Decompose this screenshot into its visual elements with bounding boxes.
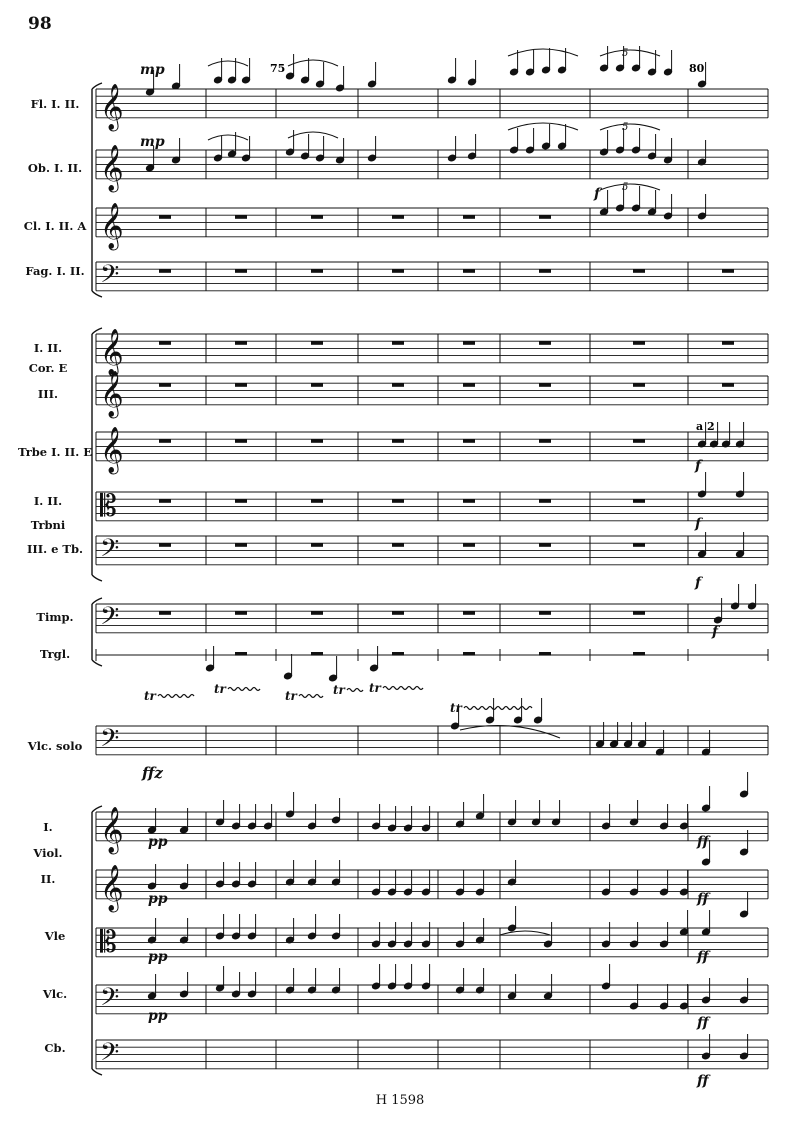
- label-triangle: Trgl.: [39, 647, 71, 661]
- note-heads: [145, 46, 756, 1060]
- dynamic-timpani-f: f: [712, 624, 719, 640]
- clefs: [100, 84, 124, 1073]
- whole-rest: [633, 439, 645, 443]
- trill-1: tr: [144, 689, 156, 703]
- whole-rest: [539, 439, 551, 443]
- treble-clef-icon: 𝄞: [100, 865, 124, 911]
- bass-clef-icon: 𝄢: [100, 602, 120, 637]
- whole-rest: [722, 341, 734, 345]
- whole-rest: [235, 499, 247, 503]
- whole-rest: [392, 611, 404, 615]
- dynamic-clarinet-f: f: [594, 186, 601, 202]
- label-horns: Cor. E: [28, 361, 68, 375]
- whole-rest: [463, 439, 475, 443]
- whole-rest: [463, 383, 475, 387]
- whole-rest: [392, 652, 404, 656]
- whole-rest: [539, 543, 551, 547]
- whole-rest: [235, 383, 247, 387]
- whole-rest: [159, 383, 171, 387]
- whole-rest: [539, 499, 551, 503]
- dynamic-trumpet-f: f: [695, 458, 702, 474]
- alto-clef-icon: 𝄡: [100, 925, 117, 960]
- whole-rest: [159, 215, 171, 219]
- whole-rest: [392, 215, 404, 219]
- label-horns-12: I. II.: [33, 341, 63, 355]
- barlines: [96, 89, 768, 1069]
- whole-rest: [311, 341, 323, 345]
- whole-rest: [159, 499, 171, 503]
- label-bassoons: Fag. I. II.: [25, 264, 85, 278]
- whole-rest: [235, 611, 247, 615]
- whole-rest: [539, 383, 551, 387]
- label-cello-solo: Vlc. solo: [27, 739, 83, 753]
- whole-rest: [311, 543, 323, 547]
- tuplet-5-oboe: 5: [622, 122, 629, 133]
- bass-clef-icon: 𝄢: [100, 534, 120, 569]
- whole-rest: [235, 341, 247, 345]
- whole-rest: [235, 439, 247, 443]
- treble-clef-icon: 𝄞: [100, 145, 124, 191]
- whole-rest: [463, 269, 475, 273]
- whole-rest: [392, 341, 404, 345]
- label-trumpets: Trbe I. II. E: [17, 445, 93, 459]
- dynamic-cello-ff: ff: [697, 1015, 709, 1031]
- measure-number-75: 75: [270, 62, 286, 75]
- label-violas: Vle: [44, 929, 66, 943]
- whole-rest: [633, 499, 645, 503]
- whole-rest: [463, 215, 475, 219]
- label-violin2: II.: [40, 872, 56, 886]
- label-trombones-12: I. II.: [33, 494, 63, 508]
- whole-rest: [539, 652, 551, 656]
- whole-rest: [463, 499, 475, 503]
- bass-clef-icon: 𝄢: [100, 983, 120, 1018]
- whole-rest: [311, 439, 323, 443]
- dynamic-violin1-ff: ff: [697, 834, 709, 850]
- whole-rest: [722, 269, 734, 273]
- whole-rest: [633, 611, 645, 615]
- whole-rest: [463, 652, 475, 656]
- whole-rest: [392, 543, 404, 547]
- a2-marking: a 2: [696, 420, 715, 433]
- whole-rest: [633, 383, 645, 387]
- treble-clef-icon: 𝄞: [100, 427, 124, 473]
- whole-rest: [633, 543, 645, 547]
- label-flutes: Fl. I. II.: [30, 97, 80, 111]
- whole-rest: [159, 269, 171, 273]
- whole-rest: [722, 383, 734, 387]
- dynamic-viola-ff: ff: [697, 949, 709, 965]
- dynamic-tuba-f: f: [695, 575, 702, 591]
- whole-rest: [159, 543, 171, 547]
- dynamic-flute-mp: mp: [140, 62, 165, 78]
- whole-rest: [311, 383, 323, 387]
- whole-rest: [392, 269, 404, 273]
- whole-rest: [463, 341, 475, 345]
- bass-clef-icon: 𝄢: [100, 1038, 120, 1073]
- whole-rest: [539, 611, 551, 615]
- trill-3: tr: [285, 689, 297, 703]
- trill-2: tr: [214, 682, 226, 696]
- whole-rest: [463, 611, 475, 615]
- dynamic-bass-ff: ff: [697, 1073, 709, 1089]
- dynamic-violin2-ff: ff: [697, 891, 709, 907]
- label-timpani: Timp.: [36, 610, 74, 624]
- label-violin1: I.: [43, 820, 53, 834]
- whole-rest: [235, 543, 247, 547]
- trill-5: tr: [369, 681, 381, 695]
- label-clarinets: Cl. I. II. A: [23, 219, 87, 233]
- alto-clef-icon: 𝄡: [100, 489, 117, 524]
- plate-number: H 1598: [375, 1093, 425, 1108]
- dynamic-trombone-f: f: [695, 516, 702, 532]
- whole-rest: [633, 341, 645, 345]
- trill-4: tr: [333, 683, 345, 697]
- dynamic-cello-solo-ffz: ffz: [142, 764, 163, 782]
- whole-rest: [539, 341, 551, 345]
- label-cellos: Vlc.: [42, 987, 68, 1001]
- whole-rest: [235, 652, 247, 656]
- dynamic-viola-pp: pp: [148, 949, 168, 965]
- whole-rest: [463, 543, 475, 547]
- whole-rest: [392, 439, 404, 443]
- bass-clef-icon: 𝄢: [100, 260, 120, 295]
- whole-rest: [235, 269, 247, 273]
- tuplet-5-clarinet: 5: [622, 182, 629, 193]
- whole-rest: [633, 652, 645, 656]
- label-trombone3-tuba: III. e Tb.: [26, 542, 84, 556]
- whole-rest: [311, 652, 323, 656]
- dynamic-violin1-pp: pp: [148, 834, 168, 850]
- whole-rest: [159, 341, 171, 345]
- whole-rest: [392, 383, 404, 387]
- treble-clef-icon: 𝄞: [100, 329, 124, 375]
- dynamic-cello-pp: pp: [148, 1008, 168, 1024]
- treble-clef-icon: 𝄞: [100, 203, 124, 249]
- label-horns-3: III.: [37, 387, 59, 401]
- label-trombones: Trbni: [30, 518, 66, 532]
- dynamic-violin2-pp: pp: [148, 891, 168, 907]
- label-basses: Cb.: [44, 1041, 66, 1055]
- measure-number-80: 80: [689, 62, 705, 75]
- treble-clef-icon: 𝄞: [100, 84, 124, 130]
- bass-clef-icon: 𝄢: [100, 724, 120, 759]
- label-oboes: Ob. I. II.: [27, 161, 83, 175]
- whole-rest: [311, 269, 323, 273]
- treble-clef-icon: 𝄞: [100, 371, 124, 417]
- dynamic-oboe-mp: mp: [140, 134, 165, 150]
- label-violins: Viol.: [33, 846, 63, 860]
- tuplet-5-flute: 5: [622, 48, 629, 59]
- staff-lines: [96, 89, 768, 1069]
- page-number: 98: [28, 14, 52, 34]
- whole-rest: [539, 269, 551, 273]
- whole-rest: [159, 439, 171, 443]
- whole-rest: [633, 269, 645, 273]
- whole-rest: [311, 215, 323, 219]
- whole-rest: [159, 611, 171, 615]
- whole-rest: [311, 499, 323, 503]
- trill-6: tr: [450, 701, 462, 715]
- whole-rest: [235, 215, 247, 219]
- whole-rests: [159, 215, 734, 655]
- whole-rest: [539, 215, 551, 219]
- treble-clef-icon: 𝄞: [100, 807, 124, 853]
- whole-rest: [311, 611, 323, 615]
- whole-rest: [392, 499, 404, 503]
